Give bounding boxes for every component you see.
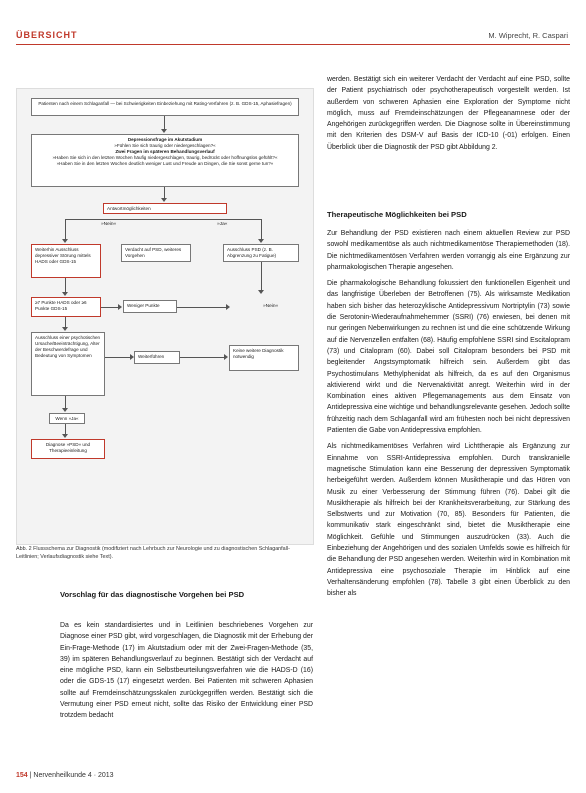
header-rule <box>16 44 570 45</box>
flow-box-questions-line1: »Fühlen Sie sich traurig oder niedergeschlagen?« <box>114 143 216 148</box>
flow-box-questions <box>31 134 299 187</box>
flow-label-no: »Nein« <box>101 222 117 227</box>
paragraph: Da es kein standardisiertes und in Leitlinien beschriebenes Vorgehen zur Diagnose einer PSD gibt, wird vorgeschlagen, die Diagnostik mit der Erhebung der Ein-Frage-Methode (17) im Akutstadium oder mit der Zwei-Fragen-Methode (35, 39) im späteren Behandlungsverlauf zu beginnen. Bestätigt sich der Verdacht auf eine mögliche PSD, kann ein Selbstbeurteilungsverfahren wie die HADS-D (16) oder die GDS-15 (17) eingesetzt werden. Bei Patienten mit schweren Aphasien sollte auf Fremdeinschätzungsskalen zurückgegriffen werden. Bestätigt sich die Vermutung einer PSD erneut nicht, sollte das Risiko der Entwicklung einer PSD trotzdem bedacht <box>60 622 313 720</box>
flow-box-score-high: ≥7 Punkte HADS oder ≥6 Punkte GDS-15 <box>31 297 101 317</box>
flow-box-questions-title: Depressionsfrage im Akutstadium <box>127 137 203 142</box>
paragraph: Als nichtmedikamentöses Verfahren wird Lichttherapie als Ergänzung zur Einnahme von SSRI-Antidepressiva empfohlen. Durch transkranielle magnetische Stimulation kann eine Besserung der depressiven Symptomatik herbeigeführt werden. Außerdem können Musiktherapie und das Hören von Musik zu einer Verbesserung der Stimmung führen (76). Dabei gilt die Musiktherapie als hilfreich bei der Krankheitsverarbeitung, zur Stärkung des Selbstwerts und zur Motivation (70, 85). Besonders für Patienten, die kommunikativ stark eingeschränkt sind, bietet die Musiktherapie eine Möglichkeit. Gefühle und Stimmungen auszudrücken (33). Auch die Einbeziehung der Angehörigen und des sozialen Umfelds sowie es hilfreich für die Behandlung der PSD angesehen werden. Weiterhin wird in Kombination mit Antidepressiva eine psychosoziale Therapie im Hinblick auf eine Verhaltensänderung empfohlen (78). Tabelle 3 gibt einen Überblick zu den bisher als <box>327 443 570 598</box>
page-footer <box>16 772 114 779</box>
left-column-text <box>60 620 313 727</box>
flow-box-if-yes: Wenn »Ja« <box>49 413 85 424</box>
paragraph: Zur Behandlung der PSD existieren nach einem aktuellen Review zur PSD sowohl medikamentöse als auch nichtmedikamentöse Therapiemethoden (18). Die nichtmedikamentösen Verfahren werden vorrangig als eine Ergänzung zur pharmakologischen Therapie angesehen. <box>327 230 570 271</box>
flow-box-no-further: Keine weitere Diagnostik notwendig <box>229 345 299 371</box>
flow-label-nein-2: »Nein« <box>263 304 279 309</box>
flow-box-questions-line4: »Haben Sie in den letzten Wochen deutlich weniger Lust und Freude an Dingen, die Sie sonst gerne tun?« <box>56 161 274 166</box>
flow-box-continue: Weiterführen <box>134 351 180 364</box>
right-column-top <box>327 74 570 158</box>
page-number: 154 <box>16 772 28 779</box>
flowchart-figure <box>16 88 314 545</box>
flow-box-suspected: Verdacht auf PSD, weiteres Vorgehen <box>121 244 191 262</box>
paragraph: Die pharmakologische Behandlung fokussiert den funktionellen Eigenheit und das langfristige Überleben der Betroffenen (75). Als wirksamste Medikation haben sich bisher das heterozyklische Antidepressivum Nortriptylin (73) sowie die Serotonin-Wiederaufnahmehemmer (SSRI) (76) erwiesen, bei denen mit nur geringen Nebenwirkungen zu rechnen ist und die eine schützende Wirkung auf die Nervenzellen entfalten (68). Häufig empfohlene SSRI sind Escitalopram (73) und Citalopram (60). Dabei soll Citalopram besonders bei PSD mit begleitender Angstsymptomatik hilfreich sein. Außerdem gibt das Psychostimulans Methylphenidat als hilfreich, da es auf den Organismus aktivierend wirkt und die Nervenaktivität anregt. Weiterhin wird in der Kombination eines aktiven Pflegemanagements aus dem Einsatz von Antidepressiva eine wichtige und behandlungsrelevante gesehen. Jedoch sollte frühzeitig nach dem Schlaganfall wird am frühesten noch bei nicht depressiven Patienten die Gabe von Antidepressiva empfohlen. <box>327 280 570 435</box>
flow-box-score-low: Weniger Punkte <box>123 300 177 313</box>
running-authors: M. Wiprecht, R. Caspari <box>488 31 568 40</box>
flow-box-verification: Ausschluss einer psychotischen Ursache/Beeinträchtigung, Alter der Beschwerdefrage und Bedeutung von Symptomen <box>31 332 105 396</box>
journal-name: | Nervenheilkunde 4 · 2013 <box>29 772 114 779</box>
flow-box-patients: Patienten nach einem Schlaganfall — bei Schwierigkeiten Einbeziehung mit Rating-Verfahren (z. B. GDS-15, Aphasiefragen) <box>31 98 299 116</box>
flow-box-exclusion: Ausschluss PSD (z. B. Abgrenzung zu Fatigue) <box>223 244 299 262</box>
flow-box-answers: Antwortmöglichkeiten <box>103 203 227 214</box>
heading-diagnostic-approach: Vorschlag für das diagnostische Vorgehen bei PSD <box>60 590 245 599</box>
flow-box-questions-line2: Zwei Fragen im späteren Behandlungsverlauf <box>115 149 215 154</box>
flow-label-yes: »Ja« <box>217 222 228 227</box>
heading-therapy: Therapeutische Möglichkeiten bei PSD <box>327 210 467 219</box>
flow-box-screening: Weiterhin Ausschluss depressiver Störung mittels HADS oder GDS-15 <box>31 244 101 278</box>
flow-box-questions-line3: »Haben Sie sich in den letzten Wochen häufig niedergeschlagen, traurig, bedrückt oder hoffnungslos gefühlt?« <box>52 155 278 160</box>
figure-caption: Abb. 2 Flussschema zur Diagnostik (modifiziert nach Lehrbuch zur Neurologie und zu diagnostischen Schlaganfall-Leitlinien; Verlaufsdiagnostik siehe Text). <box>16 546 290 560</box>
right-column-text <box>327 228 570 605</box>
paragraph: werden. Bestätigt sich ein weiterer Verdacht der Verdacht auf eine PSD, sollte der Patient psychiatrisch oder psychotherapeutisch vorgestellt werden. Ist außerdem von schweren Aphasien eine Exploration der Symptome nicht möglich, muss auf Fremdeinschätzungen der Pflegeanamnese oder der Angehörigen zurückgegriffen werden. Die Diagnose sollte in Übereinstimmung mit den Kriterien des DSM-V auf Basis der ICD-10 (-01) erfolgen. Einen Überblick über die Diagnostik der PSD gibt Abbildung 2. <box>327 76 570 151</box>
flow-box-diagnosis: Diagnose »PSD« und Therapieeinleitung <box>31 439 105 459</box>
section-label: ÜBERSICHT <box>16 30 78 40</box>
